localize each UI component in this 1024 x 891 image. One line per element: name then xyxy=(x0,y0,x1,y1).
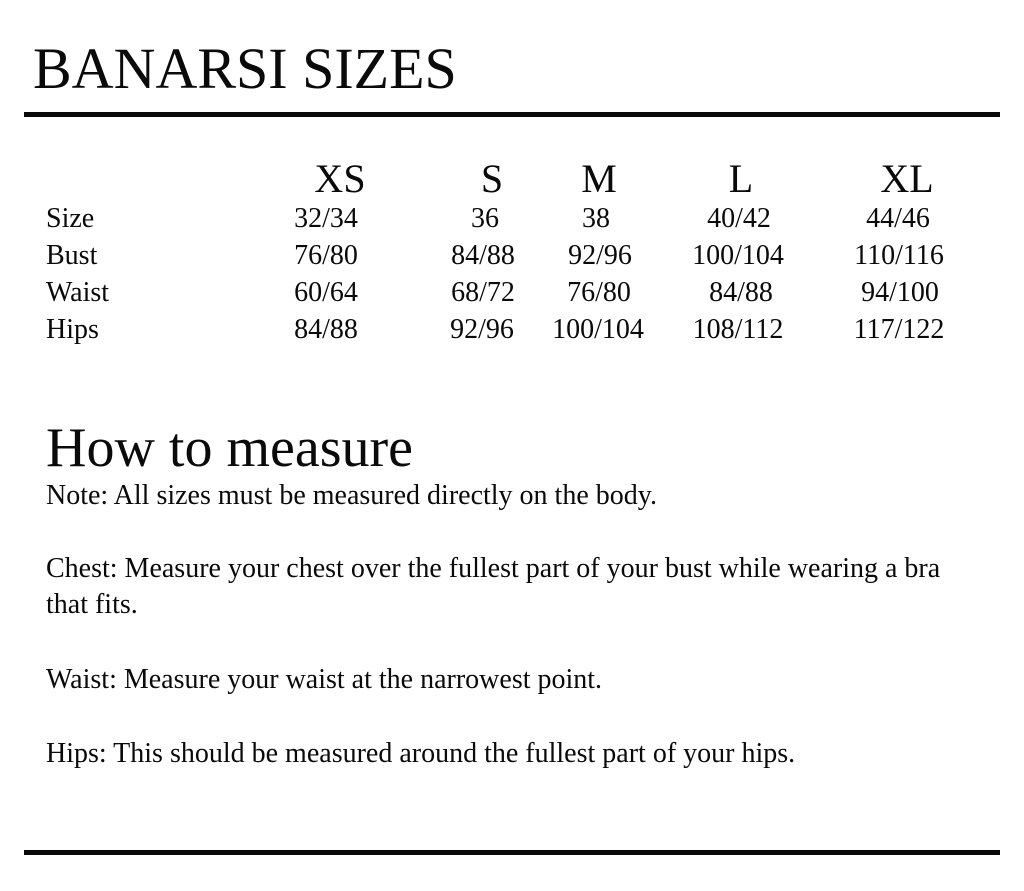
header-xs: XS xyxy=(314,156,366,201)
header-m: M xyxy=(581,156,617,201)
table-cell: 100/104 xyxy=(692,240,784,271)
bottom-divider xyxy=(24,850,1000,855)
header-xl: XL xyxy=(880,156,934,201)
page-title: BANARSI SIZES xyxy=(33,36,457,101)
how-to-measure-heading: How to measure xyxy=(46,417,414,479)
table-cell: 32/34 xyxy=(294,203,358,234)
table-cell: 40/42 xyxy=(707,203,771,234)
note-text: Note: All sizes must be measured directly on the body. xyxy=(46,480,657,511)
table-cell: 108/112 xyxy=(692,314,784,345)
table-cell: 94/100 xyxy=(861,277,939,308)
row-label-bust: Bust xyxy=(46,240,98,271)
table-cell: 110/116 xyxy=(854,240,944,271)
row-label-waist: Waist xyxy=(46,277,110,308)
table-cell: 100/104 xyxy=(552,314,644,345)
table-cell: 84/88 xyxy=(294,314,358,345)
row-label-hips: Hips xyxy=(46,314,99,345)
table-cell: 68/72 xyxy=(451,277,515,308)
row-label-size: Size xyxy=(46,203,95,234)
header-s: S xyxy=(480,156,504,201)
table-cell: 44/46 xyxy=(866,203,930,234)
table-cell: 117/122 xyxy=(853,314,945,345)
table-cell: 92/96 xyxy=(450,314,514,345)
table-cell: 92/96 xyxy=(568,240,632,271)
table-cell: 84/88 xyxy=(709,277,773,308)
table-cell: 36 xyxy=(471,203,499,234)
table-cell: 84/88 xyxy=(451,240,515,271)
table-cell: 38 xyxy=(582,203,610,234)
hips-instructions: Hips: This should be measured around the fullest part of your hips. xyxy=(46,738,796,769)
chest-instructions: Chest: Measure your chest over the fullest part of your bust while wearing a bra that fits. xyxy=(46,553,941,620)
size-table xyxy=(0,0,1024,360)
table-cell: 76/80 xyxy=(294,240,358,271)
header-l: L xyxy=(728,156,754,201)
table-cell: 76/80 xyxy=(567,277,631,308)
waist-instructions: Waist: Measure your waist at the narrowest point. xyxy=(46,664,603,695)
table-cell: 60/64 xyxy=(294,277,358,308)
